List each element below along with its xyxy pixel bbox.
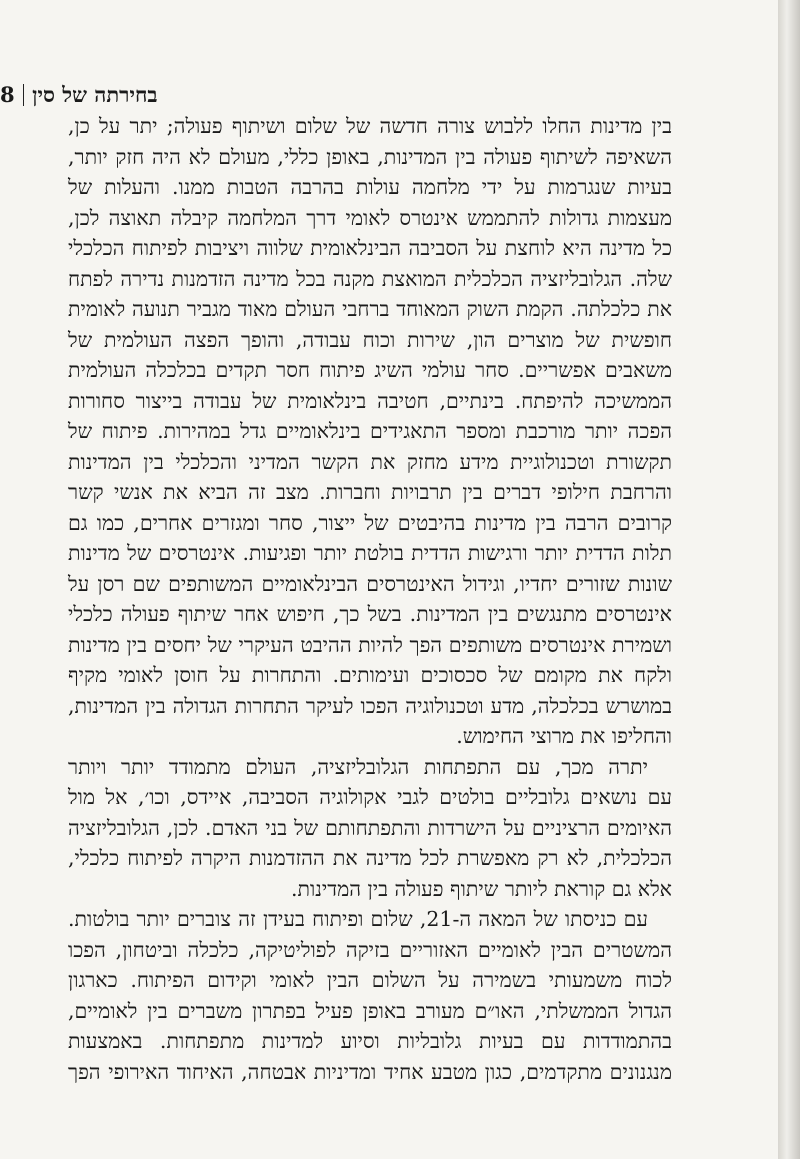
text-line: אינטרסים מתנגשים בין המדינות. בשל כך, חיפוש אחר שיתוף פעולה כלכלי	[68, 602, 672, 626]
page-number: 8	[0, 82, 15, 107]
text-line: מעצמות גדולות להתממש אינטרס לאומי דרך המלחמה קיבלה תאוצה לכן,	[68, 205, 672, 230]
paragraph	[68, 904, 672, 1087]
text-line: קרובים הרבה בין מדינות בהיבטים של ייצור, סחר ומגזרים אחרים, כמו גם	[68, 510, 672, 535]
text-line: במושרש בכלכלה, מדע וטכנולוגיה הפכו לעיקר התחרות הגדולה בין המדינות,	[68, 693, 672, 718]
text-line: הממשיכה להיפתח. בינתיים, חטיבה בינלאומית של עבודה בייצור סחורות	[68, 388, 672, 413]
text-line: שונות שזורים יחדיו, וגידול האינטרסים הבינלאומיים המשותפים שם רסן על	[68, 571, 672, 596]
text-line: שלה. הגלובליזציה הכלכלית המואצת מקנה בכל מדינה הזדמנות נדירה לפתח	[68, 266, 672, 291]
text-line: משאבים אפשריים. סחר עולמי השיג פיתוח חסר תקדים בכלכלה העולמית	[68, 358, 672, 382]
text-line: הגדול הממשלתי, האו״ם מעורב באופן פעיל בפתרון משברים בין לאומיים,	[68, 998, 672, 1023]
text-line: עם נושאים גלובליים בולטים לגבי אקולוגיה הסביבה, איידס, וכו׳, אל מול	[68, 785, 672, 809]
text-line: בהתמודדות עם בעיות גלובליות וסיוע למדינות מתפתחות. באמצעות	[68, 1029, 672, 1053]
text-line: עם כניסתו של המאה ה-21, שלום ופיתוח בעידן זה צוברים יותר בולטות.	[68, 907, 648, 931]
text-line: חופשית של מוצרים הון, שירות וכוח עבודה, והופך הפצה העולמית של	[68, 327, 672, 352]
text-line: הכלכלית, לא רק מאפשרת לכל מדינה את ההזדמנות היקרה לפיתוח כלכלי,	[68, 846, 672, 870]
text-line: אלא גם קוראת ליותר שיתוף פעולה בין המדינות.	[290, 876, 672, 901]
text-line: לכוח משמעותי בשמירה על השלום הבין לאומי וקידום הפיתוח. כארגון	[68, 968, 672, 992]
text-line: תלות הדדית יותר ורגישות הדדית בולטת יותר ופגיעות. אינטרסים של מדינות	[68, 541, 672, 565]
text-line: ולקח את מקומם של סכסוכים ועימותים. והתחרות על חוסן לאומי מקיף	[68, 663, 672, 687]
text-line: והחליפו את מרוצי החימוש.	[456, 724, 672, 748]
text-line: בעיות שנגרמות על ידי מלחמה עולות בהרבה הטבות ממנו. והעלות של	[68, 175, 672, 199]
body-text	[68, 111, 672, 1087]
running-header	[0, 82, 666, 108]
text-line: תקשורת וטכנולוגיית מידע מחזק את הקשר המדיני והכלכלי בין המדינות	[68, 449, 672, 474]
text-line: מנגנונים מתקדמים, כגון מטבע אחיד ומדיניות אבטחה, האיחוד האירופי הפך	[68, 1059, 672, 1084]
text-line: והרחבת חילופי דברים בין תרבויות וחברות. מצב זה הביא את אנשי קשר	[68, 480, 672, 504]
text-line: ושמירת אינטרסים משותפים הפך להיות ההיבט העיקרי של יחסים בין מדינות	[68, 632, 672, 657]
text-line: כל מדינה היא לוחצת על הסביבה הבינלאומית שלווה ויציבות לפיתוח הכלכלי	[68, 236, 672, 260]
page-edge	[778, 0, 800, 1159]
text-line: את כלכלתה. הקמת השוק המאוחד ברחבי העולם מאוד מגביר תנועה לאומית	[68, 297, 672, 321]
text-line: יתרה מכך, עם התפתחות הגלובליזציה, העולם מתמודד יותר ויותר	[68, 754, 648, 779]
text-line: השאיפה לשיתוף פעולה בין המדינות, באופן כללי, מעולם לא היה חזק יותר,	[68, 144, 672, 169]
book-title: בחירתה של סין	[32, 82, 158, 107]
paragraph	[68, 111, 672, 752]
text-line: בין מדינות החלו ללבוש צורה חדשה של שלום ושיתוף פעולה; יתר על כן,	[68, 114, 672, 138]
text-line: הפכה יותר מורכבת ומספר התאגידים בינלאומיים גדל במהירות. פיתוח של	[68, 419, 672, 443]
paragraph	[68, 752, 672, 905]
text-line: המשטרים הבין לאומיים האזוריים בזיקה לפוליטיקה, כלכלה וביטחון, הפכו	[68, 937, 672, 962]
header-separator	[23, 84, 25, 106]
text-line: האיומים הרציניים על הישרדות והתפתחותם של בני האדם. לכן, הגלובליזציה	[68, 815, 672, 840]
